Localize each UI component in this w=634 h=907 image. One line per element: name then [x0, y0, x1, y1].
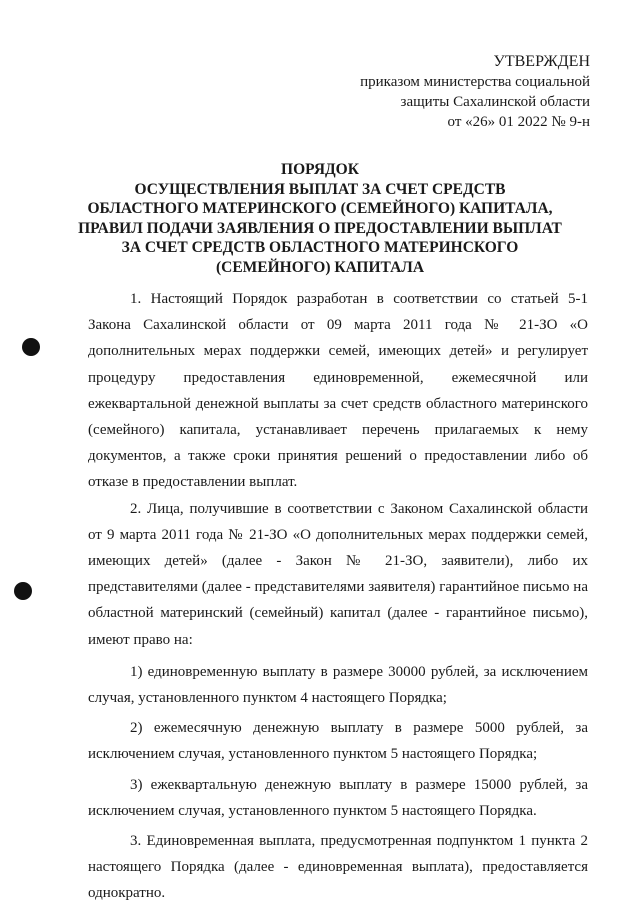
- subparagraph-2: 2) ежемесячную денежную выплату в размере 5000 рублей, за исключением случая, установленного пунктом 5 настоящего Порядка;: [88, 720, 588, 763]
- title-line: ОБЛАСТНОГО МАТЕРИНСКОГО (СЕМЕЙНОГО) КАПИТАЛА,: [87, 200, 553, 217]
- title-line: ОСУЩЕСТВЛЕНИЯ ВЫПЛАТ ЗА СЧЕТ СРЕДСТВ: [134, 180, 506, 198]
- title-line: ЗА СЧЕТ СРЕДСТВ ОБЛАСТНОГО МАТЕРИНСКОГО: [121, 239, 519, 256]
- paragraph-3: 3. Единовременная выплата, предусмотренная подпунктом 1 пункта 2 настоящего Порядка (далее - единовременная выплата), предоставляется однократно.: [88, 833, 588, 902]
- approval-line: защиты Сахалинской области: [400, 94, 590, 110]
- document-body: [88, 286, 588, 907]
- punch-hole-bottom: [14, 582, 32, 600]
- document-title: [60, 160, 580, 277]
- subparagraph-3: 3) ежеквартальную денежную выплату в размере 15000 рублей, за исключением случая, установленного пунктом 5 настоящего Порядка.: [88, 776, 588, 819]
- approval-line: приказом министерства социальной: [360, 74, 590, 90]
- subparagraph-1: 1) единовременную выплату в размере 30000 рублей, за исключением случая, установленного пунктом 4 настоящего Порядка;: [88, 663, 588, 707]
- title-line: ПОРЯДОК: [281, 161, 359, 178]
- paragraph-2: 2. Лица, получившие в соответствии с Законом Сахалинской области от 9 марта 2011 года № 21-ЗО «О дополнительных мерах поддержки семей, имеющих детей» (далее - Закон № 21-ЗО, заявители), либо их представителями (далее - представителями заявителя) гарантийное письмо на областной материнский (семейный) капитал (далее - гарантийное письмо), имеют право на:: [88, 500, 588, 648]
- approval-date: от «26» 01 2022 № 9-н: [447, 114, 590, 130]
- approval-heading: УТВЕРЖДЕН: [493, 53, 590, 70]
- approval-stamp: [360, 52, 590, 132]
- punch-hole-top: [22, 338, 40, 356]
- paragraph-1: 1. Настоящий Порядок разработан в соответствии со статьей 5-1 Закона Сахалинской области от 09 марта 2011 года № 21-ЗО «О дополнительных мерах поддержки семей, имеющих детей» и регулирует процедуру предоставления единовременной, ежемесячной или ежеквартальной денежной выплаты за счет средств областного материнского (семейного) капитала, устанавливает перечень прилагаемых к нему документов, а также сроки принятия решений о предоставлении либо об отказе в предоставлении выплат.: [88, 291, 588, 491]
- title-line: ПРАВИЛ ПОДАЧИ ЗАЯВЛЕНИЯ О ПРЕДОСТАВЛЕНИИ ВЫПЛАТ: [78, 219, 562, 237]
- title-line: (СЕМЕЙНОГО) КАПИТАЛА: [215, 258, 425, 276]
